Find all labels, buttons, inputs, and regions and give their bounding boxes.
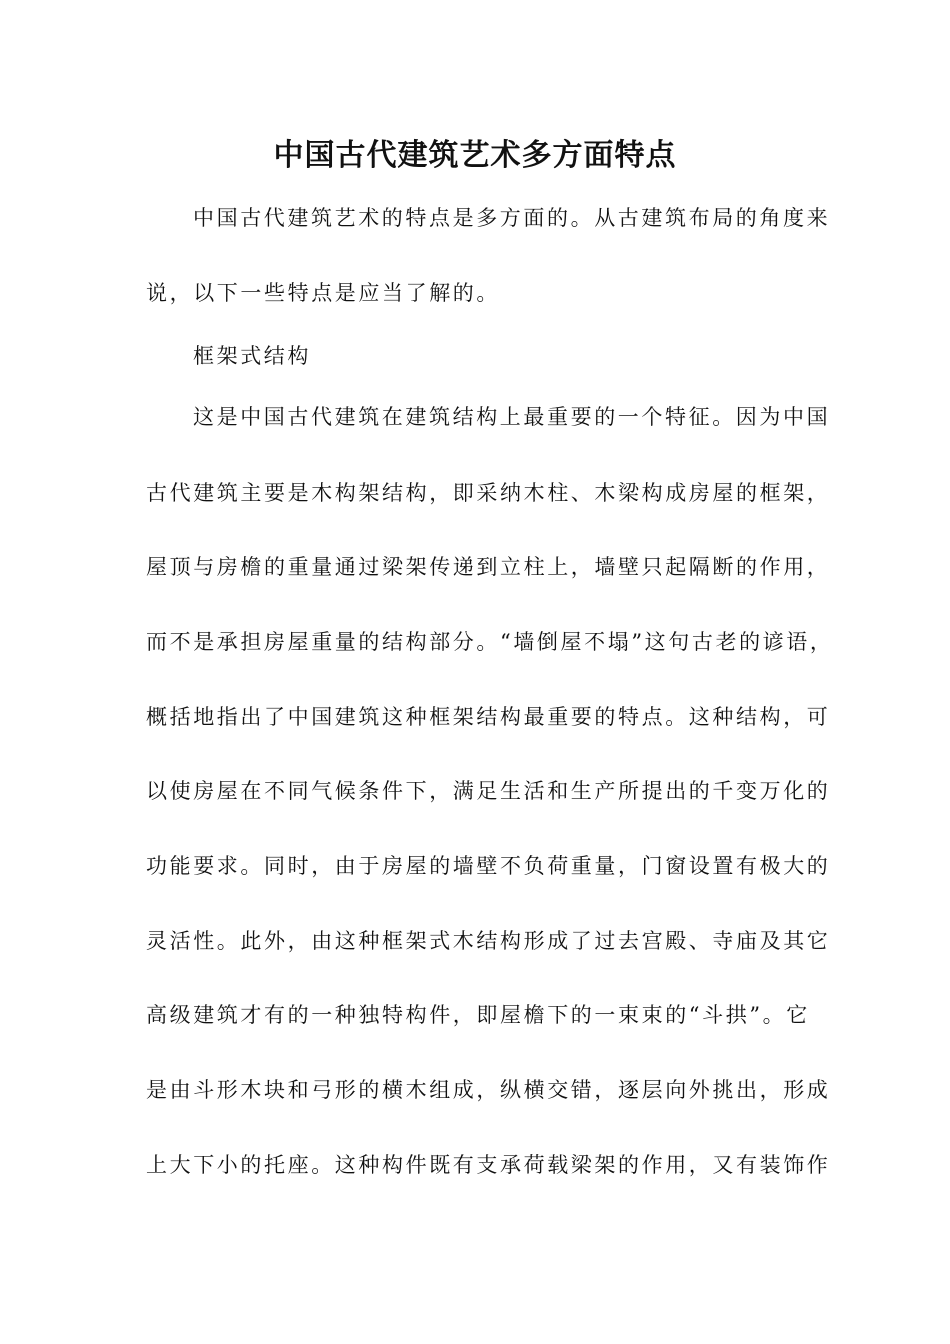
paragraph-line: 是由斗形木块和弓形的横木组成，纵横交错，逐层向外挑出，形成	[146, 1078, 831, 1102]
paragraph-line: 灵活性。此外，由这种框架式木结构形成了过去宫殿、寺庙及其它	[146, 929, 831, 953]
paragraph-line: 概括地指出了中国建筑这种框架结构最重要的特点。这种结构，可	[146, 705, 831, 729]
paragraph-line: 功能要求。同时，由于房屋的墙壁不负荷重量，门窗设置有极大的	[146, 854, 831, 878]
paragraph-line: 这是中国古代建筑在建筑结构上最重要的一个特征。因为中国	[193, 405, 831, 429]
paragraph-line: 以使房屋在不同气候条件下，满足生活和生产所提出的千变万化的	[146, 779, 831, 803]
paragraph-line: 古代建筑主要是木构架结构，即采纳木柱、木梁构成房屋的框架，	[146, 481, 831, 505]
paragraph-line: 而不是承担房屋重量的结构部分。“墙倒屋不塌”这句古老的谚语，	[146, 630, 834, 654]
document-title: 中国古代建筑艺术多方面特点	[273, 138, 677, 173]
paragraph-line: 高级建筑才有的一种独特构件，即屋檐下的一束束的“斗拱”。它	[146, 1003, 810, 1027]
paragraph-line: 说，以下一些特点是应当了解的。	[146, 281, 500, 305]
paragraph-line: 中国古代建筑艺术的特点是多方面的。从古建筑布局的角度来	[193, 206, 831, 230]
paragraph-line: 屋顶与房檐的重量通过梁架传递到立柱上，墙壁只起隔断的作用，	[146, 555, 831, 579]
section-heading: 框架式结构	[193, 344, 311, 368]
paragraph-line: 上大下小的托座。这种构件既有支承荷载梁架的作用，又有装饰作	[146, 1153, 831, 1177]
